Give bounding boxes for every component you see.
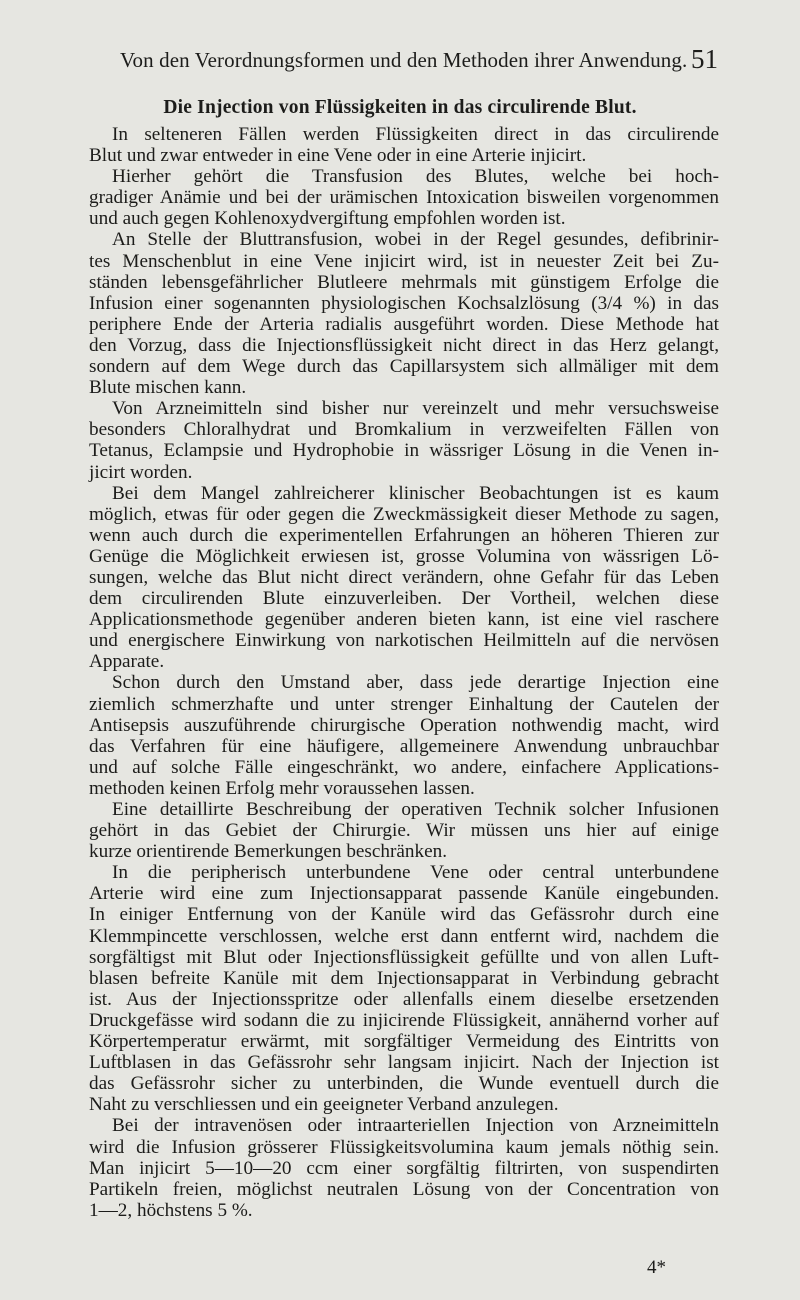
text-line: Luftblasen in das Gefässrohr sehr langsam injicirt. Nach der Injection ist <box>89 1052 719 1074</box>
text-line: Von Arzneimitteln sind bisher nur vereinzelt und mehr versuchsweise <box>112 398 719 420</box>
text-line: sungen, welche das Blut nicht direct verändern, ohne Gefahr für das Leben <box>89 566 719 588</box>
text-line: ständen lebensgefährlicher Blutleere mehrmals mit günstigem Erfolge die <box>89 271 719 293</box>
text-line: Eine detaillirte Beschreibung der operativen Technik solcher Infusionen <box>112 799 719 820</box>
text-line: und energischere Einwirkung von narkotischen Heilmitteln auf die nervösen <box>89 630 719 652</box>
text-line: Naht zu verschliessen und ein geeigneter Verband anzulegen. <box>89 1094 559 1116</box>
text-line: ziemlich schmerzhafte und unter strenger Einhaltung der Cautelen der <box>89 693 719 715</box>
text-line: Bei der intravenösen oder intraarteriellen Injection von Arzneimitteln <box>112 1115 719 1137</box>
text-line: 1—2, höchstens 5 %. <box>89 1199 253 1221</box>
text-line: sondern auf dem Wege durch das Capillarsystem sich allmäliger mit dem <box>89 356 719 378</box>
text-line: Blut und zwar entweder in eine Vene oder in eine Arterie injicirt. <box>89 145 587 167</box>
text-line: Genüge die Möglichkeit erwiesen ist, grosse Volumina von wässrigen Lö- <box>89 545 719 567</box>
page-number: 51 <box>691 44 718 74</box>
text-line: In die peripherisch unterbundene Vene oder central unterbundene <box>112 862 719 884</box>
text-line: wenn auch durch die experimentellen Erfahrungen an höheren Thieren zur <box>89 524 719 546</box>
text-line: Hierher gehört die Transfusion des Blutes, welche bei hoch- <box>112 166 719 188</box>
text-line: blasen befreite Kanüle mit dem Injectionsapparat in Verbindung gebracht <box>89 967 719 989</box>
text-line: kurze orientirende Bemerkungen beschränken. <box>89 841 448 863</box>
text-line: jicirt worden. <box>89 461 193 483</box>
text-line: Körpertemperatur erwärmt, mit sorgfältiger Vermeidung des Eintritts von <box>89 1031 719 1053</box>
text-line: Druckgefässe wird sodann die zu injicirende Flüssigkeit, annähernd vorher auf <box>89 1009 719 1031</box>
text-line: sorgfältigst mit Blut oder Injectionsflüssigkeit gefüllte und von allen Luft- <box>89 946 719 968</box>
text-line: methoden keinen Erfolg mehr voraussehen lassen. <box>89 777 475 799</box>
text-line: das Gefässrohr sicher zu unterbinden, die Wunde eventuell durch die <box>89 1073 719 1095</box>
text-line: periphere Ende der Arteria radialis ausgeführt worden. Diese Methode hat <box>89 313 719 335</box>
text-line: Klemmpincette verschlossen, welche erst dann entfernt wird, nachdem die <box>89 925 719 947</box>
text-line: In selteneren Fällen werden Flüssigkeiten direct in das circulirende <box>112 124 719 145</box>
text-line: besonders Chloralhydrat und Bromkalium in verzweifelten Fällen von <box>89 419 719 441</box>
text-line: möglich, etwas für oder gegen die Zweckmässigkeit dieser Methode zu sagen, <box>89 503 719 525</box>
text-line: das Verfahren für eine häufigere, allgemeinere Anwendung unbrauchbar <box>89 735 719 757</box>
text-line: Infusion einer sogenannten physiologischen Kochsalzlösung (3/4 %) in das <box>89 292 719 314</box>
text-line: Man injicirt 5—10—20 ccm einer sorgfältig filtrirten, von suspendirten <box>89 1157 719 1179</box>
text-line: gradiger Anämie und bei der urämischen Intoxication bisweilen vorgenommen <box>89 187 719 209</box>
text-line: Apparate. <box>89 651 165 673</box>
text-line: Tetanus, Eclampsie und Hydrophobie in wässriger Lösung in die Venen in- <box>89 440 719 462</box>
text-line: den Vorzug, dass die Injectionsflüssigkeit nicht direct in das Herz gelangt, <box>89 334 719 356</box>
signature-mark: 4* <box>647 1257 666 1278</box>
text-line: ist. Aus der Injectionsspritze oder allenfalls einem dieselbe ersetzenden <box>89 988 719 1010</box>
text-line: In einiger Entfernung von der Kanüle wird das Gefässrohr durch eine <box>89 904 719 926</box>
text-line: wird die Infusion grösserer Flüssigkeitsvolumina kaum jemals nöthig sein. <box>89 1136 719 1158</box>
text-line: Antisepsis auszuführende chirurgische Operation nothwendig macht, wird <box>89 714 719 736</box>
text-line: Applicationsmethode gegenüber anderen bieten kann, ist eine viel raschere <box>89 609 719 631</box>
text-line: Blute mischen kann. <box>89 377 247 399</box>
text-line: dem circulirenden Blute einzuverleiben. Der Vortheil, welchen diese <box>89 588 719 610</box>
text-line: und auf solche Fälle eingeschränkt, wo andere, einfachere Applications- <box>89 756 719 778</box>
text-line: Partikeln freien, möglichst neutralen Lösung von der Concentration von <box>89 1178 719 1200</box>
text-line: und auch gegen Kohlenoxydvergiftung empfohlen worden ist. <box>89 208 566 230</box>
text-line: Arterie wird eine zum Injectionsapparat passende Kanüle eingebunden. <box>89 883 719 905</box>
text-line: Bei dem Mangel zahlreicherer klinischer Beobachtungen ist es kaum <box>112 482 719 504</box>
text-line: Schon durch den Umstand aber, dass jede derartige Injection eine <box>112 672 719 694</box>
running-head: Von den Verordnungsformen und den Methoden ihrer Anwendung. <box>120 48 688 72</box>
body-text <box>89 124 719 1221</box>
section-title: Die Injection von Flüssigkeiten in das circulirende Blut. <box>163 97 637 118</box>
text-line: gehört in das Gebiet der Chirurgie. Wir müssen uns hier auf einige <box>89 820 719 842</box>
text-line: tes Menschenblut in eine Vene injicirt wird, ist in neuester Zeit bei Zu- <box>89 250 719 272</box>
text-line: An Stelle der Bluttransfusion, wobei in der Regel gesundes, defibrinir- <box>112 229 719 251</box>
